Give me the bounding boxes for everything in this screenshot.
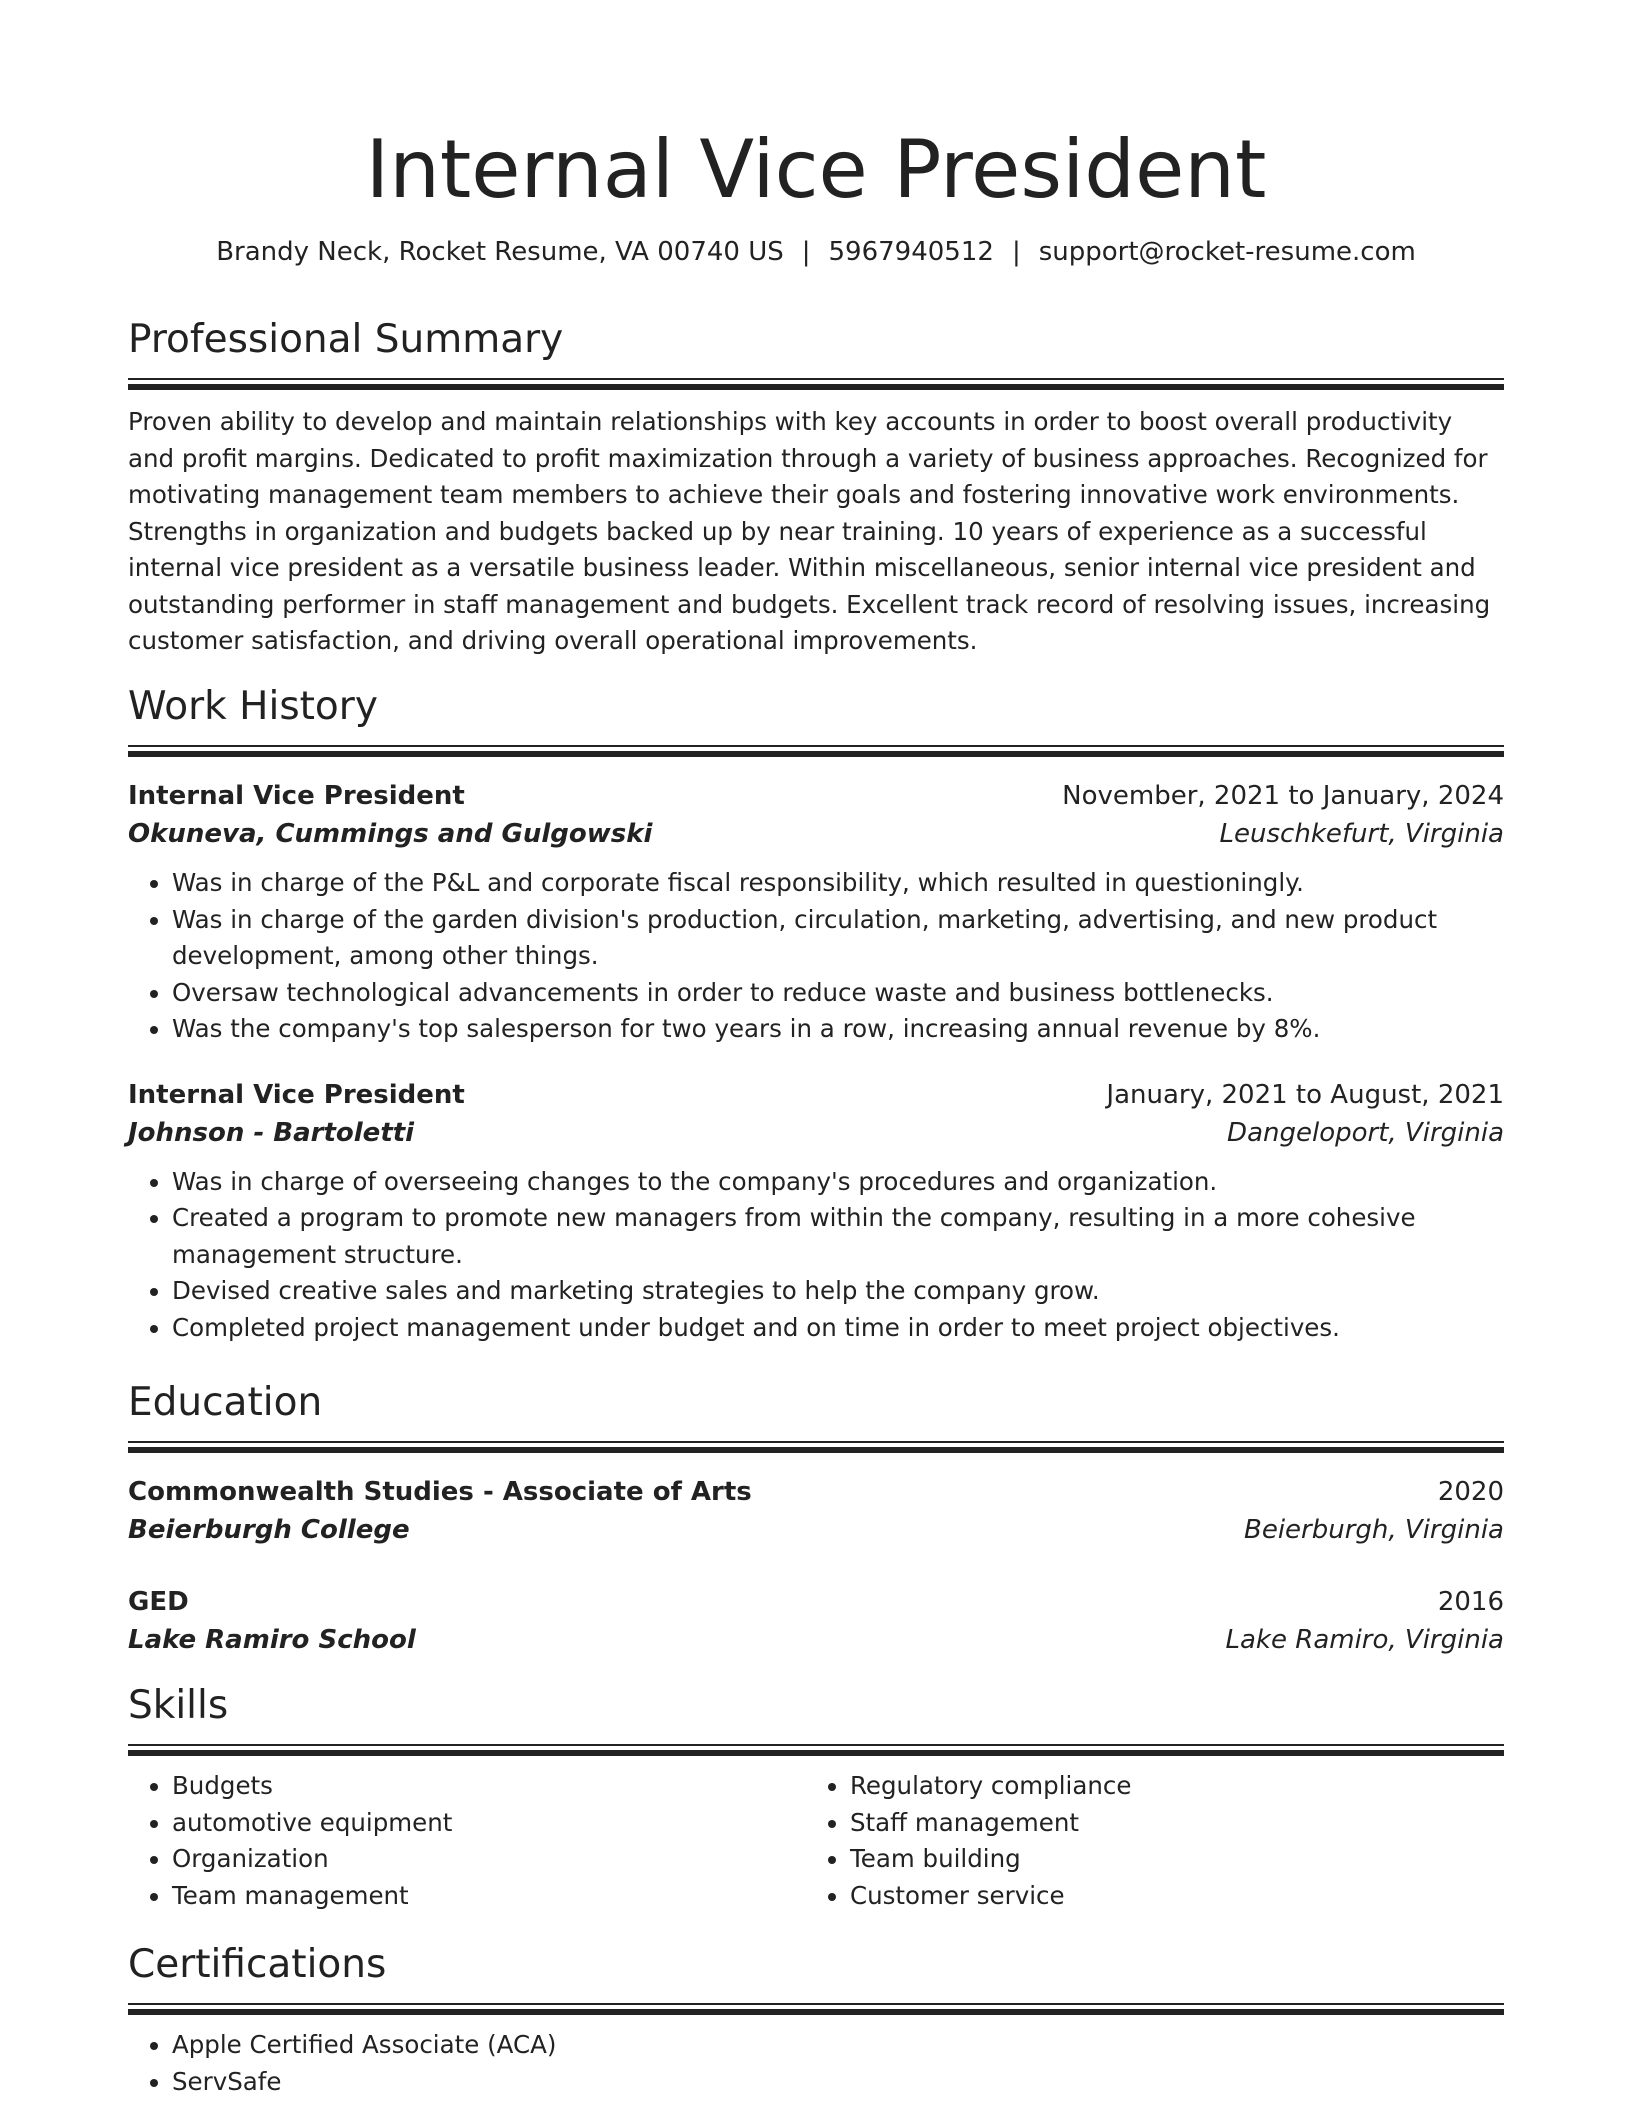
- education-subheader: [128, 1511, 1504, 1549]
- section-title-certifications: Certifications: [128, 1942, 387, 1987]
- job-title: Internal Vice President: [128, 781, 465, 811]
- resume-name: Internal Vice President: [365, 123, 1267, 216]
- list-item: • Created a program to promote new managers from within the company, resulting in a more cohesive management structure.: [172, 1200, 1504, 1273]
- section-divider: [128, 1441, 1504, 1453]
- education-school: Beierburgh College: [128, 1515, 410, 1545]
- education-location: Beierburgh, Virginia: [1244, 1515, 1504, 1545]
- education-entry: [128, 1583, 1504, 1659]
- job-dates: January, 2021 to August, 2021: [1106, 1079, 1504, 1110]
- skills-list-left: [128, 1768, 806, 1914]
- section-education: [128, 1379, 1504, 1659]
- education-header: [128, 1473, 1504, 1511]
- contact-separator: |: [1011, 237, 1021, 267]
- education-subheader: [128, 1621, 1504, 1659]
- contact-phone: 5967940512: [828, 237, 994, 267]
- job-company: Okuneva, Cummings and Gulgowski: [128, 819, 653, 849]
- list-item: • Regulatory compliance: [850, 1768, 1484, 1805]
- job-bullets: [128, 1164, 1504, 1347]
- summary-text: Proven ability to develop and maintain relationships with key accounts in order to boost overall productivity and profit margins. Dedicated to profit maximization through a variety of business approaches. Recognized for motivating management team members to achieve their goals and fostering innovative work environments. Strengths in organization and budgets backed up by near training. 10 years of experience as a successful internal vice president as a versatile business leader. Within miscellaneous, senior internal vice president and outstanding performer in staff management and budgets. Excellent track record of resolving issues, increasing customer satisfaction, and driving overall operational improvements.: [128, 407, 1491, 655]
- section-title-education: Education: [128, 1380, 323, 1425]
- education-header: [128, 1583, 1504, 1621]
- job-title: Internal Vice President: [128, 1079, 465, 1110]
- contact-separator: |: [801, 237, 811, 267]
- contact-line: [128, 236, 1504, 268]
- education-degree: GED: [128, 1587, 189, 1617]
- list-item: • Apple Certified Associate (ACA): [172, 2027, 1504, 2064]
- list-item: • Devised creative sales and marketing strategies to help the company grow.: [172, 1273, 1504, 1310]
- skills-columns: [128, 1768, 1504, 1914]
- section-certifications: [128, 1941, 1504, 2100]
- job-company: Johnson - Bartoletti: [128, 1117, 415, 1148]
- contact-email: support@rocket-resume.com: [1038, 237, 1416, 267]
- job-dates: November, 2021 to January, 2024: [1062, 781, 1504, 811]
- list-item: • automotive equipment: [172, 1805, 806, 1842]
- resume-page: [128, 0, 1504, 2096]
- job-header: [128, 1076, 1504, 1114]
- section-summary: [128, 316, 1504, 660]
- list-item: • Was in charge of overseeing changes to the company's procedures and organization.: [172, 1164, 1504, 1201]
- list-item: • Customer service: [850, 1878, 1484, 1915]
- contact-address: Brandy Neck, Rocket Resume, VA 00740 US: [216, 237, 784, 267]
- section-divider: [128, 1744, 1504, 1756]
- section-skills: [128, 1682, 1504, 1914]
- section-work-history: [128, 683, 1504, 1346]
- list-item: • Completed project management under budget and on time in order to meet project objectives.: [172, 1310, 1504, 1347]
- job-subheader: [128, 1114, 1504, 1152]
- list-item: • Was the company's top salesperson for two years in a row, increasing annual revenue by 8%.: [172, 1011, 1504, 1048]
- section-title-summary: Professional Summary: [128, 317, 564, 362]
- list-item: • Team management: [172, 1878, 806, 1915]
- list-item: • Oversaw technological advancements in order to reduce waste and business bottlenecks.: [172, 975, 1504, 1012]
- skills-list-right: [806, 1768, 1484, 1914]
- education-year: 2020: [1437, 1477, 1504, 1507]
- job-entry: [128, 1076, 1504, 1347]
- list-item: • Was in charge of the garden division's production, circulation, marketing, advertising, and new product development, among other things.: [172, 902, 1504, 975]
- education-entry: [128, 1473, 1504, 1549]
- education-degree: Commonwealth Studies - Associate of Arts: [128, 1477, 752, 1507]
- list-item: • Staff management: [850, 1805, 1484, 1842]
- job-bullets: [128, 865, 1504, 1048]
- list-item: • ServSafe: [172, 2064, 1504, 2101]
- list-item: • Budgets: [172, 1768, 806, 1805]
- section-divider: [128, 2003, 1504, 2015]
- job-location: Leuschkefurt, Virginia: [1219, 819, 1504, 849]
- list-item: • Team building: [850, 1841, 1484, 1878]
- section-title-work-history: Work History: [128, 684, 378, 729]
- job-subheader: [128, 815, 1504, 853]
- education-location: Lake Ramiro, Virginia: [1225, 1625, 1504, 1655]
- education-year: 2016: [1437, 1587, 1504, 1617]
- section-divider: [128, 745, 1504, 757]
- job-location: Dangeloport, Virginia: [1227, 1117, 1504, 1148]
- list-item: • Organization: [172, 1841, 806, 1878]
- job-entry: [128, 777, 1504, 1048]
- certifications-list: [128, 2027, 1504, 2100]
- job-header: [128, 777, 1504, 815]
- list-item: • Was in charge of the P&L and corporate fiscal responsibility, which resulted in questioningly.: [172, 865, 1504, 902]
- section-divider: [128, 378, 1504, 390]
- education-school: Lake Ramiro School: [128, 1625, 416, 1655]
- section-title-skills: Skills: [128, 1683, 229, 1728]
